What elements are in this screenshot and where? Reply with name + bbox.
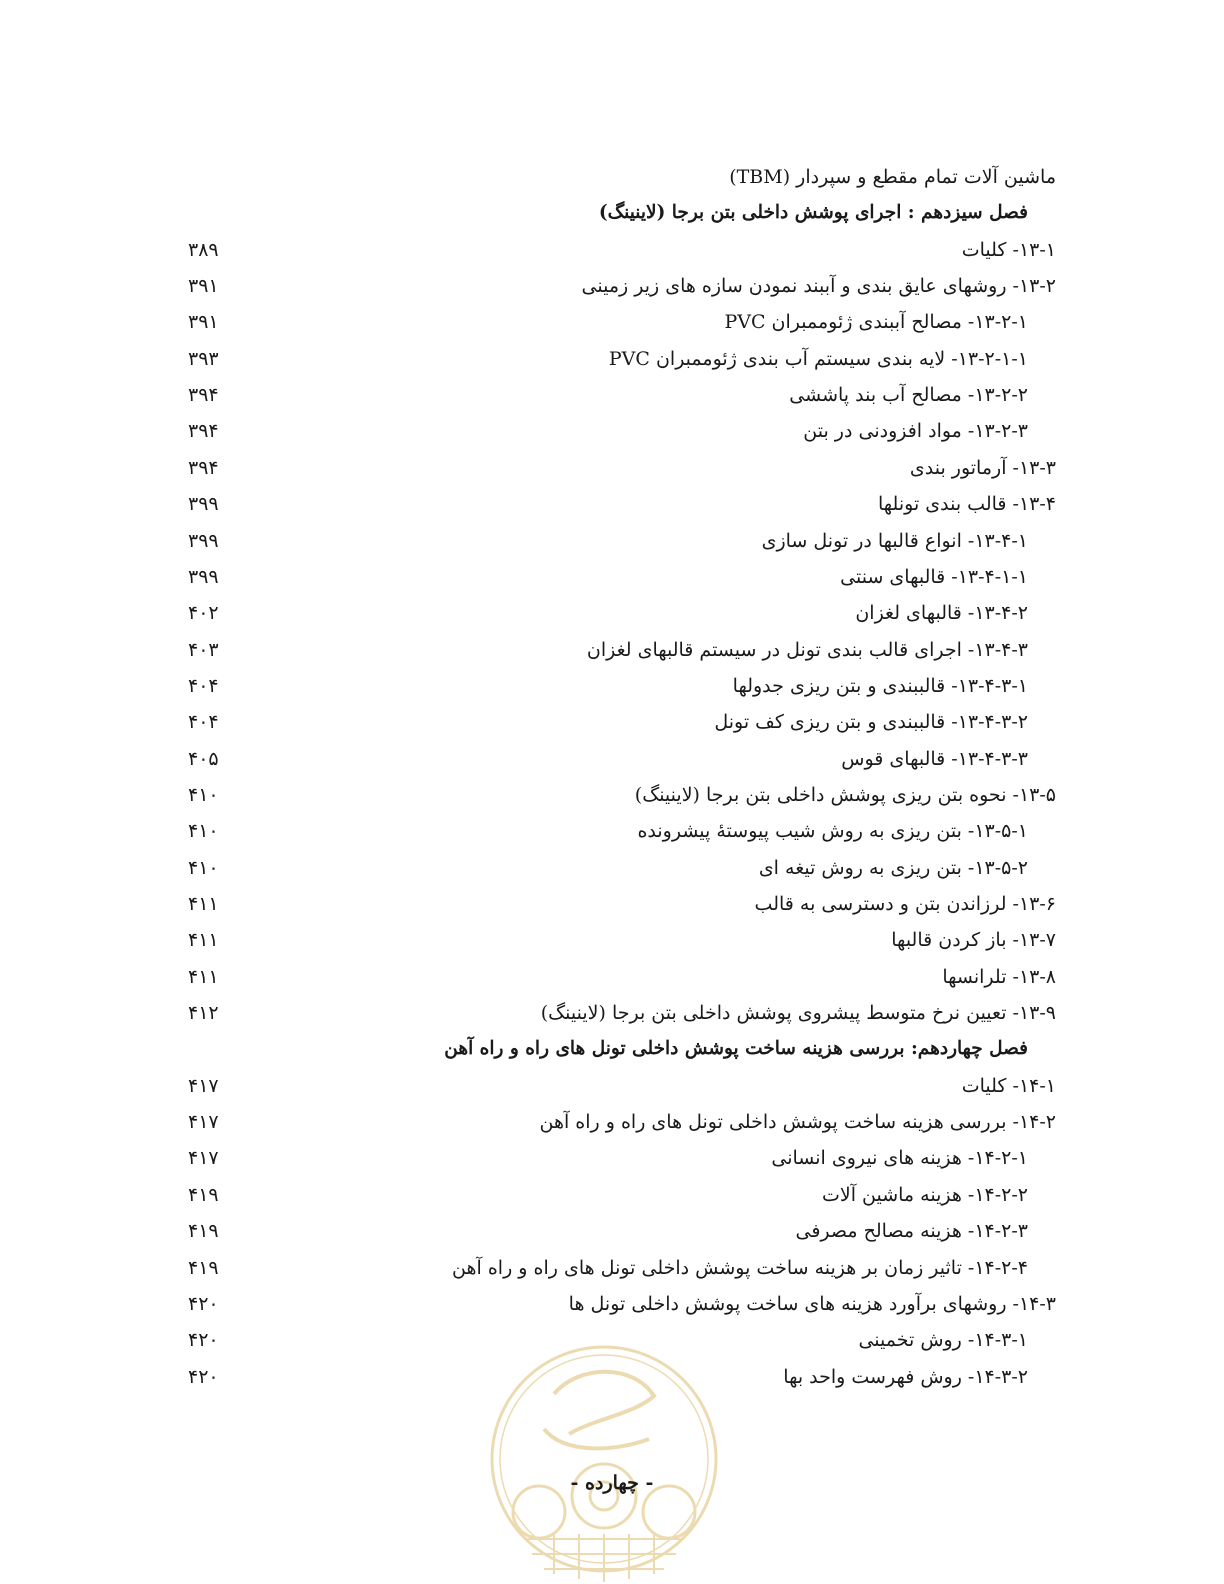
toc-entry-page-number: ۴۱۷ [188, 1111, 219, 1134]
toc-entry-title: ۱۳-۹- تعیین نرخ متوسط پیشروی پوشش داخلی بتن برجا (لاینینگ) [540, 1002, 1056, 1025]
page-number-footer: - چهارده - [570, 1472, 654, 1494]
toc-entry-title: ماشین آلات تمام مقطع و سپردار (TBM) [729, 166, 1056, 188]
toc-entry-title: فصل چهاردهم: بررسی هزینه ساخت پوشش داخلی تونل های راه و راه آهن [444, 1038, 1028, 1060]
toc-entry-page-number: ۴۰۲ [188, 602, 219, 625]
toc-entry-page-number: ۴۱۹ [188, 1220, 219, 1243]
toc-entry-page-number: ۴۲۰ [188, 1292, 219, 1315]
toc-chapter-heading [180, 197, 1056, 229]
toc-entry-title: ۱۳-۱- کلیات [961, 238, 1056, 261]
toc-entry-page-number: ۴۱۱ [188, 893, 219, 915]
toc-entry [180, 743, 1056, 775]
toc-entry-title: ۱۴-۳-۲- روش فهرست واحد بها [783, 1365, 1028, 1388]
toc-entry-title: ۱۴-۲-۳- هزینه مصالح مصرفی [795, 1220, 1028, 1243]
toc-entry-title: ۱۴-۲-۱- هزینه های نیروی انسانی [771, 1147, 1028, 1170]
toc-entry [180, 1070, 1056, 1102]
toc-entry-page-number: ۴۰۴ [188, 711, 219, 734]
toc-entry-page-number: ۴۲۰ [188, 1329, 219, 1352]
toc-entry-page-number: ۳۹۱ [188, 275, 219, 298]
toc-chapter-heading [180, 1033, 1056, 1065]
toc-entry [180, 924, 1056, 956]
toc-entry [180, 961, 1056, 993]
toc-entry-page-number: ۳۹۹ [188, 493, 219, 516]
toc-entry [180, 597, 1056, 629]
toc-entry-title: ۱۳-۴- قالب بندی تونلها [878, 493, 1056, 516]
toc-entry-title: ۱۳-۸- تلرانسها [942, 965, 1056, 988]
toc-entry [180, 1106, 1056, 1138]
toc-entry [180, 997, 1056, 1029]
toc-entry-page-number: ۴۱۷ [188, 1074, 219, 1097]
toc-entry [180, 1142, 1056, 1174]
toc-entry [180, 1215, 1056, 1247]
toc-entry-page-number: ۴۲۰ [188, 1365, 219, 1388]
toc-entry-page-number: ۳۹۴ [188, 420, 219, 443]
toc-entry-title: ۱۳-۴-۲- قالبهای لغزان [855, 602, 1028, 625]
toc-entry-page-number: ۴۱۰ [188, 856, 219, 879]
toc-entry-title: ۱۳-۵- نحوه بتن ریزی پوشش داخلی بتن برجا (لاینینگ) [634, 783, 1056, 806]
toc-entry [180, 852, 1056, 884]
toc-entry-title: ۱۴-۱- کلیات [961, 1074, 1056, 1097]
toc-entry [180, 525, 1056, 557]
toc-entry-page-number: ۴۱۷ [188, 1147, 219, 1170]
toc-entry-page-number: ۴۱۲ [188, 1002, 219, 1025]
toc-entry-title: ۱۳-۴-۱- انواع قالبها در تونل سازی [761, 529, 1028, 552]
toc-entry-title: ۱۳-۲-۱- مصالح آببندی ژئوممبران PVC [724, 311, 1028, 334]
toc-entry-title: ۱۴-۲-۴- تاثیر زمان بر هزینه ساخت پوشش داخلی تونل های راه و راه آهن [452, 1256, 1028, 1279]
toc-entry-title: ۱۳-۴-۳-۳- قالبهای قوس [841, 747, 1028, 770]
toc-entry [180, 1179, 1056, 1211]
toc-entry [180, 706, 1056, 738]
toc-entry-title: ۱۴-۳- روشهای برآورد هزینه های ساخت پوشش داخلی تونل ها [568, 1292, 1056, 1315]
toc-entry-page-number: ۳۹۹ [188, 529, 219, 552]
toc-entry-title: ۱۳-۷- باز کردن قالبها [891, 929, 1056, 952]
toc-entry [180, 161, 1056, 193]
toc-entry [180, 1288, 1056, 1320]
toc-entry-page-number: ۴۱۱ [188, 929, 219, 952]
toc-entry-page-number: ۳۹۳ [188, 347, 219, 370]
toc-entry [180, 306, 1056, 338]
toc-entry-title: ۱۳-۴-۳-۱- قالببندی و بتن ریزی جدولها [732, 674, 1028, 697]
toc-entry [180, 670, 1056, 702]
toc-entry-title: ۱۴-۳-۱- روش تخمینی [858, 1329, 1028, 1352]
toc-entry-title: ۱۳-۴-۳-۲- قالببندی و بتن ریزی کف تونل [714, 711, 1028, 734]
toc-entry-page-number: ۳۹۴ [188, 384, 219, 407]
toc-entry [180, 270, 1056, 302]
toc-entry [180, 1252, 1056, 1284]
toc-entry-page-number: ۳۹۹ [188, 565, 219, 588]
toc-entry-title: ۱۳-۶- لرزاندن بتن و دسترسی به قالب [754, 893, 1056, 915]
toc-entry-title: ۱۳-۵-۱- بتن ریزی به روش شیب پیوستۀ پیشرونده [637, 820, 1028, 843]
toc-entry [180, 379, 1056, 411]
toc-entry-title: ۱۳-۳- آرماتور بندی [909, 456, 1056, 479]
toc-entry-page-number: ۴۰۵ [188, 747, 219, 770]
toc-entry-page-number: ۴۱۰ [188, 820, 219, 843]
toc-entry-page-number: ۴۰۴ [188, 674, 219, 697]
toc-entry-title: ۱۳-۲-۲- مصالح آب بند پاششی [789, 384, 1028, 407]
toc-entry [180, 343, 1056, 375]
toc-entry-title: ۱۴-۲- بررسی هزینه ساخت پوشش داخلی تونل های راه و راه آهن [539, 1111, 1056, 1134]
toc-entry-title: ۱۳-۴-۱-۱- قالبهای سنتی [840, 565, 1028, 588]
toc-entry [180, 815, 1056, 847]
toc-entry-page-number: ۴۰۳ [188, 638, 219, 661]
toc-entry [180, 415, 1056, 447]
toc-entry-title: ۱۳-۲- روشهای عایق بندی و آببند نمودن سازه های زیر زمینی [581, 275, 1056, 298]
toc-entry [180, 779, 1056, 811]
toc-entry-title: ۱۳-۲-۱-۱- لایه بندی سیستم آب بندی ژئوممبران PVC [608, 347, 1028, 370]
toc-entry [180, 452, 1056, 484]
toc-entry-page-number: ۳۹۴ [188, 456, 219, 479]
toc-entry-title: فصل سیزدهم : اجرای پوشش داخلی بتن برجا (لاینینگ) [598, 202, 1028, 224]
toc-entry-page-number: ۴۱۰ [188, 783, 219, 806]
toc-entry-title: ۱۴-۲-۲- هزینه ماشین آلات [821, 1183, 1028, 1206]
toc-entry [180, 888, 1056, 920]
toc-entry-title: ۱۳-۴-۳- اجرای قالب بندی تونل در سیستم قالبهای لغزان [586, 638, 1028, 661]
toc-entry-page-number: ۳۹۱ [188, 311, 219, 334]
toc-entry [180, 561, 1056, 593]
toc-entry-page-number: ۳۸۹ [188, 238, 219, 261]
toc-entry-title: ۱۳-۲-۳- مواد افزودنی در بتن [803, 420, 1028, 443]
toc-entry-title: ۱۳-۵-۲- بتن ریزی به روش تیغه ای [758, 856, 1028, 879]
toc-entry-page-number: ۴۱۹ [188, 1256, 219, 1279]
toc-entry [180, 634, 1056, 666]
toc-entry [180, 488, 1056, 520]
toc-entry-page-number: ۴۱۱ [188, 965, 219, 988]
publisher-seal-icon [484, 1334, 724, 1584]
toc-entry [180, 234, 1056, 266]
toc-entry-page-number: ۴۱۹ [188, 1183, 219, 1206]
